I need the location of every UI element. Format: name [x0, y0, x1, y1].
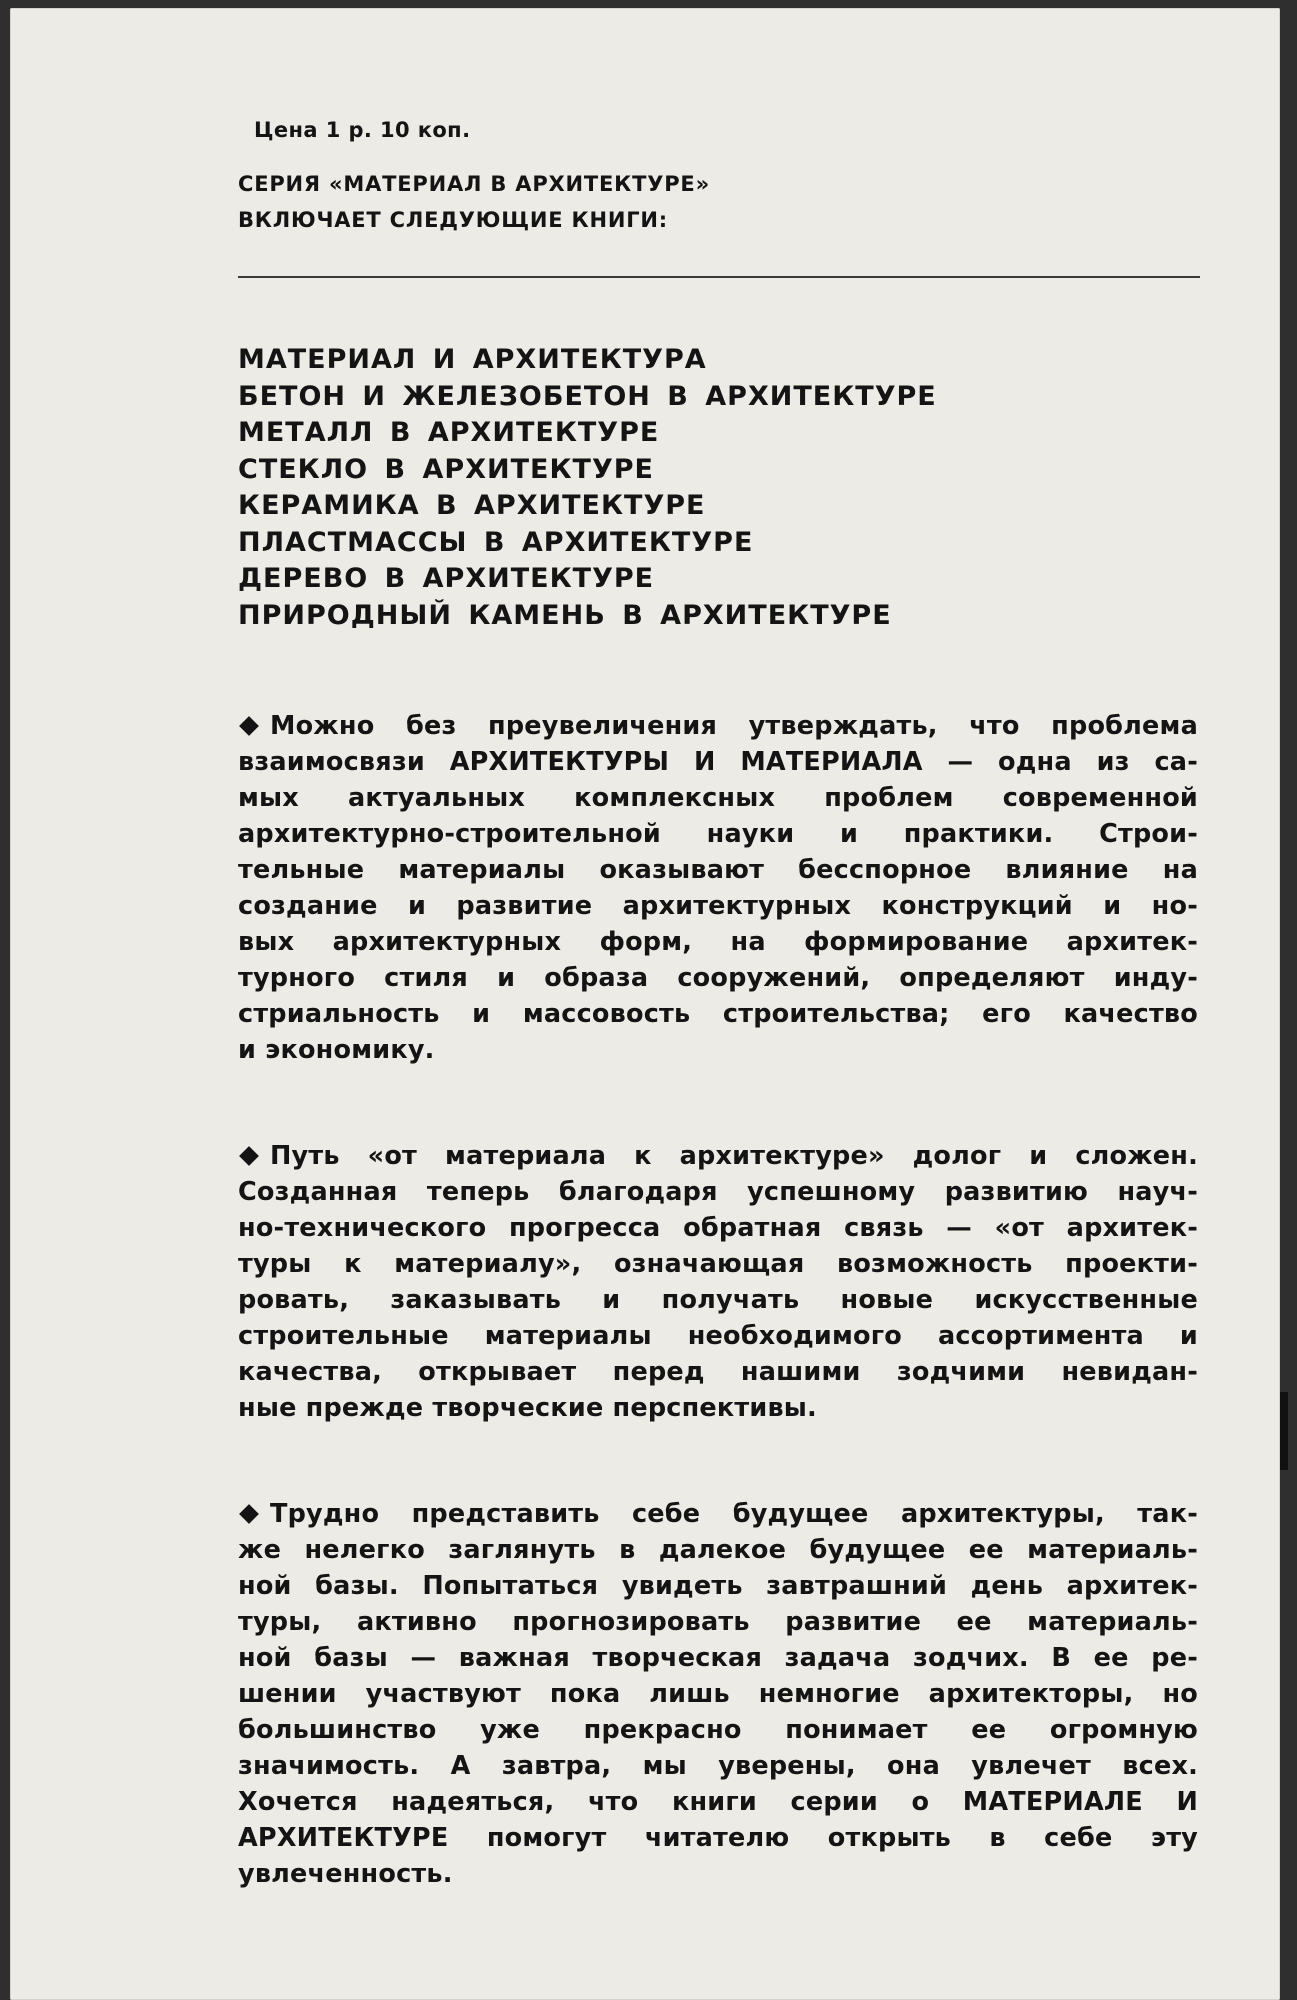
paragraph-line-text: Путь «от материала к архитектуре» долог и сложен.	[270, 1141, 1198, 1171]
book-title: МЕТАЛЛ В АРХИТЕКТУРЕ	[238, 417, 660, 448]
paragraph-line-text: но-технического прогресса обратная связь — «от архитек-	[238, 1213, 1198, 1243]
paragraph-line	[238, 1640, 1198, 1676]
paragraph-line-text: строительные материалы необходимого ассортимента и	[238, 1321, 1198, 1351]
paragraph-line	[238, 1210, 1198, 1246]
paragraph-line-text: тельные материалы оказывают бесспорное влияние на	[238, 855, 1198, 885]
paragraph-line-text: турного стиля и образа сооружений, определяют инду-	[238, 963, 1198, 993]
series-heading-line-1: СЕРИЯ «МАТЕРИАЛ В АРХИТЕКТУРЕ»	[238, 172, 710, 196]
paragraph-line-text: архитектурно-строительной науки и практики. Строи-	[238, 819, 1198, 849]
paragraph-line-text: Трудно представить себе будущее архитектуры, так-	[270, 1499, 1198, 1529]
series-heading-line-2: ВКЛЮЧАЕТ СЛЕДУЮЩИЕ КНИГИ:	[238, 208, 668, 232]
paragraph-line	[238, 888, 1198, 924]
paragraph-line	[238, 1174, 1198, 1210]
book-title: ДЕРЕВО В АРХИТЕКТУРЕ	[238, 563, 655, 594]
paragraph-line	[238, 924, 1198, 960]
paragraph-line-text: создание и развитие архитектурных конструкций и но-	[238, 891, 1198, 921]
paragraph-line	[238, 1784, 1198, 1820]
paragraph-line	[238, 1282, 1198, 1318]
book-title: ПЛАСТМАССЫ В АРХИТЕКТУРЕ	[238, 526, 754, 558]
paragraph-line-text: вых архитектурных форм, на формирование архитек-	[238, 927, 1198, 957]
paragraph-1	[238, 708, 1198, 1068]
paragraph-3	[238, 1496, 1198, 1892]
paragraph-line-text: значимость. А завтра, мы уверены, она увлечет всех.	[238, 1751, 1198, 1781]
paragraph-line-text: же нелегко заглянуть в далекое будущее ее материаль-	[238, 1535, 1198, 1565]
paragraph-line	[238, 1568, 1198, 1604]
book-list	[238, 342, 1198, 634]
paragraph-line-text: ной базы — важная творческая задача зодчих. В ее ре-	[238, 1643, 1198, 1673]
paragraph-line	[238, 1604, 1198, 1640]
paragraph-line	[238, 1820, 1198, 1856]
diamond-bullet-icon	[239, 1504, 259, 1524]
paragraph-line-text: взаимосвязи АРХИТЕКТУРЫ И МАТЕРИАЛА — одна из са-	[238, 747, 1198, 777]
price-label: Цена 1 р. 10 коп.	[254, 118, 471, 142]
book-title: ПРИРОДНЫЙ КАМЕНЬ В АРХИТЕКТУРЕ	[238, 599, 892, 631]
divider-rule	[238, 276, 1200, 278]
paragraph-line	[238, 1748, 1198, 1784]
paragraph-line-text: туры к материалу», означающая возможность проекти-	[238, 1249, 1198, 1279]
paragraph-line	[238, 996, 1198, 1032]
paragraph-line-text: Можно без преувеличения утверждать, что проблема	[270, 711, 1198, 741]
paragraph-line	[238, 1676, 1198, 1712]
paragraph-line	[238, 1390, 1198, 1426]
paragraph-line	[238, 1712, 1198, 1748]
paragraph-line	[238, 1532, 1198, 1568]
cover-text	[238, 118, 1198, 1892]
cover-edge-tab	[1280, 1392, 1288, 1470]
paragraph-line-text: АРХИТЕКТУРЕ помогут читателю открыть в себе эту	[238, 1823, 1198, 1853]
book-title: МАТЕРИАЛ И АРХИТЕКТУРА	[238, 344, 707, 375]
paragraph-line	[238, 708, 1198, 744]
diamond-bullet-icon	[239, 1146, 259, 1166]
paragraph-line	[238, 960, 1198, 996]
paragraph-line	[238, 1354, 1198, 1390]
paragraph-line	[238, 816, 1198, 852]
paragraph-line-text: шении участвуют пока лишь немногие архитекторы, но	[238, 1679, 1198, 1709]
paragraph-line-text: качества, открывает перед нашими зодчими невидан-	[238, 1357, 1198, 1387]
paragraph-line-text: Хочется надеяться, что книги серии о МАТЕРИАЛЕ И	[238, 1787, 1198, 1817]
paragraph-line-text: ные прежде творческие перспективы.	[238, 1393, 817, 1423]
paragraph-line-text: ной базы. Попытаться увидеть завтрашний день архитек-	[238, 1571, 1198, 1601]
paragraph-line	[238, 1032, 1198, 1068]
book-title: СТЕКЛО В АРХИТЕКТУРЕ	[238, 453, 654, 485]
paragraph-line	[238, 1496, 1198, 1532]
paragraph-line	[238, 852, 1198, 888]
paragraph-line-text: туры, активно прогнозировать развитие ее материаль-	[238, 1607, 1198, 1637]
book-title: БЕТОН И ЖЕЛЕЗОБЕТОН В АРХИТЕКТУРЕ	[238, 380, 937, 412]
paragraph-line	[238, 1246, 1198, 1282]
series-heading	[238, 166, 1198, 238]
paragraph-line	[238, 744, 1198, 780]
paragraph-line-text: увлеченность.	[238, 1859, 453, 1889]
paragraph-line-text: Созданная теперь благодаря успешному развитию науч-	[238, 1177, 1198, 1207]
book-title: КЕРАМИКА В АРХИТЕКТУРЕ	[238, 490, 706, 521]
paragraph-line	[238, 1856, 1198, 1892]
paragraph-line-text: мых актуальных комплексных проблем современной	[238, 783, 1198, 813]
paragraph-line	[238, 780, 1198, 816]
paragraph-line-text: стриальность и массовость строительства; его качество	[238, 999, 1198, 1029]
paragraph-line-text: и экономику.	[238, 1035, 435, 1065]
paragraph-line-text: ровать, заказывать и получать новые искусственные	[238, 1285, 1198, 1315]
paragraph-2	[238, 1138, 1198, 1426]
diamond-bullet-icon	[239, 716, 259, 736]
paragraph-line	[238, 1318, 1198, 1354]
paragraph-line	[238, 1138, 1198, 1174]
paragraph-line-text: большинство уже прекрасно понимает ее огромную	[238, 1715, 1198, 1745]
